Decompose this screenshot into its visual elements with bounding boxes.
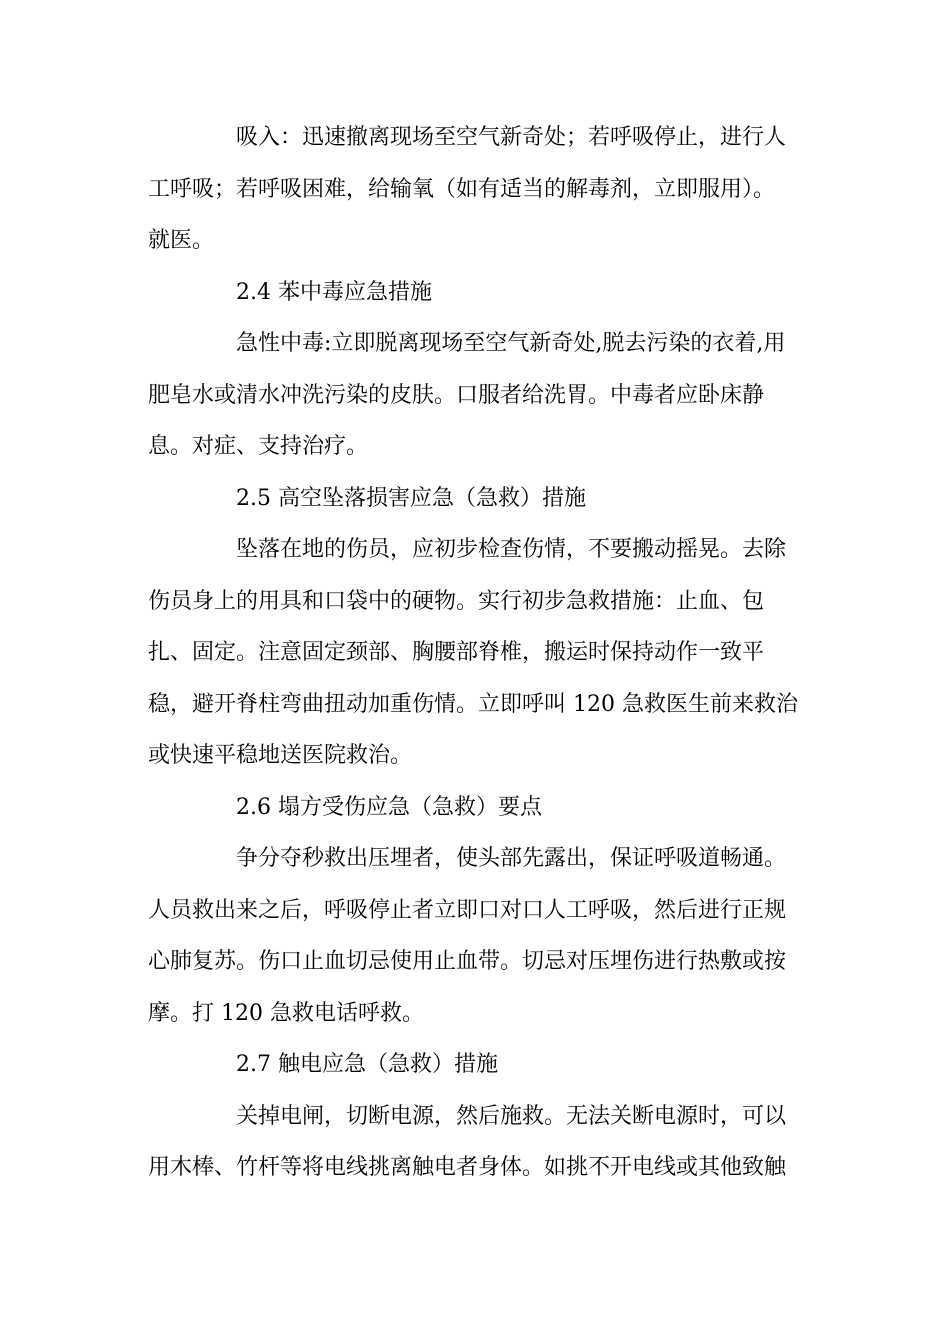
heading-benzene-poisoning [148,267,798,319]
text-line: 心肺复苏。伤口止血切忌使用止血带。切忌对压埋伤进行热敷或按 [148,949,787,974]
text-line: 息。对症、支持治疗。 [148,434,369,459]
paragraph-acute-poisoning [148,318,798,473]
section-heading: 2.6 塌方受伤应急（急救）要点 [236,794,542,820]
text-line: 坠落在地的伤员，应初步检查伤情，不要搬动摇晃。去除 [236,537,787,562]
text-line: 用木棒、竹杆等将电线挑离触电者身体。如挑不开电线或其他致触 [148,1155,787,1180]
section-heading: 2.7 触电应急（急救）措施 [236,1052,498,1077]
heading-collapse-injury [148,782,798,834]
text-line: 人员救出来之后，呼吸停止者立即口对口人工呼吸，然后进行正规 [148,897,787,923]
text-line: 摩。打 120 急救电话呼救。 [148,1000,424,1026]
text-line: 工呼吸；若呼吸困难，给输氧（如有适当的解毒剂，立即服用）。 [148,176,776,202]
text-line: 肥皂水或清水冲洗污染的皮肤。口服者给洗胃。中毒者应卧床静 [148,382,765,408]
paragraph-inhalation [148,112,798,267]
text-line: 稳，避开脊柱弯曲扭动加重伤情。立即呼叫 120 急救医生前来救治 [148,691,798,717]
heading-electric-shock [148,1039,798,1091]
heading-fall-injury [148,473,798,525]
text-line: 就医。 [148,228,215,253]
section-heading: 2.5 高空坠落损害应急（急救）措施 [236,485,586,511]
paragraph-collapse-injury [148,833,798,1039]
text-line: 吸入：迅速撤离现场至空气新奇处；若呼吸停止，进行人 [236,125,787,150]
document-body [148,112,798,1194]
text-line: 急性中毒:立即脱离现场至空气新奇处,脱去污染的衣着,用 [236,331,786,356]
section-heading: 2.4 苯中毒应急措施 [236,279,432,305]
text-line: 争分夺秒救出压埋者，使头部先露出，保证呼吸道畅通。 [236,846,787,871]
text-line: 伤员身上的用具和口袋中的硬物。实行初步急救措施：止血、包 [148,588,765,614]
paragraph-electric-shock [148,1091,798,1194]
text-line: 扎、固定。注意固定颈部、胸腰部脊椎，搬运时保持动作一致平 [148,640,765,665]
text-line: 关掉电闸，切断电源，然后施救。无法关断电源时，可以 [236,1103,787,1129]
paragraph-fall-injury [148,524,798,782]
text-line: 或快速平稳地送医院救治。 [148,743,413,768]
